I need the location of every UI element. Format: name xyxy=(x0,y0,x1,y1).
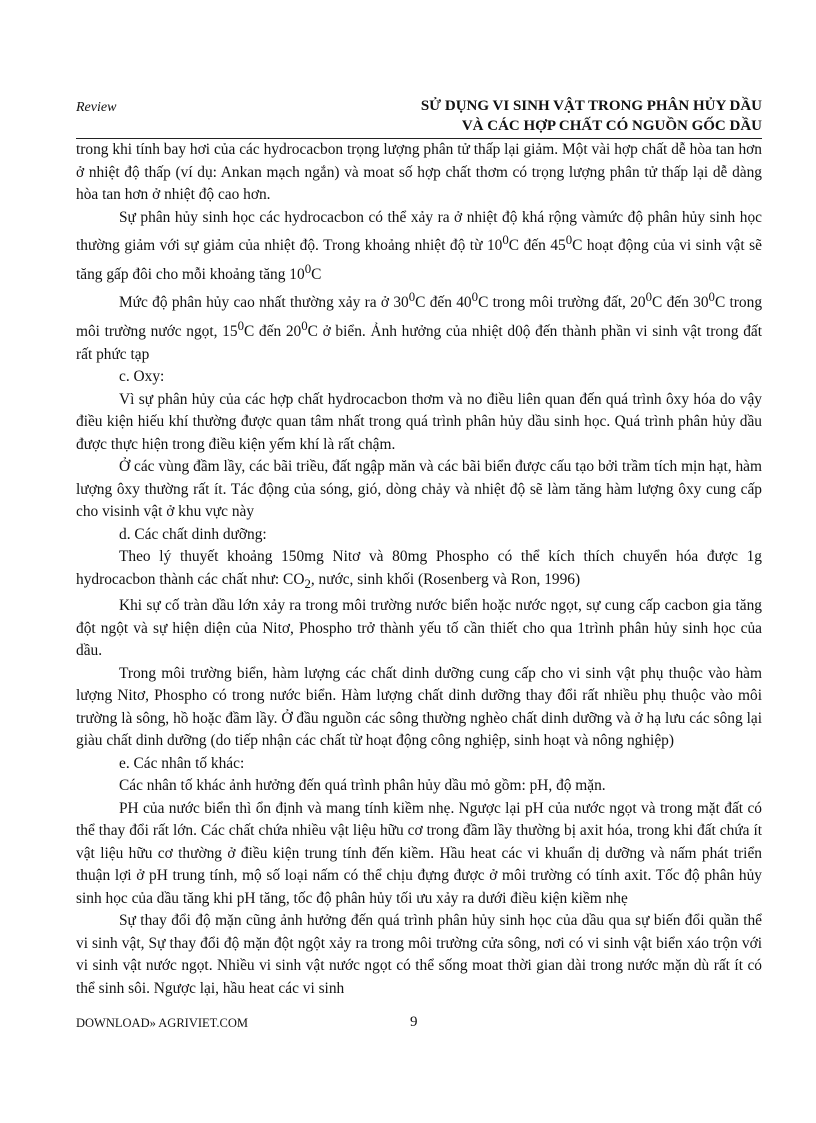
paragraph: Mức độ phân hủy cao nhất thường xảy ra ở $30^0C$ đến $40^0C$ trong môi trường đất, $20^0C$ đến $30^0C$ trong môi trường nước ngọt, $15^0C$ đến $20^0C$ ở biển. Ảnh hưởng của nhiệt d0ộ đến thành phần vi sinh vật trong đất rất phức tạp xyxy=(76,290,763,363)
paragraph: Sự phân hủy sinh học các hydrocacbon có thể xảy ra ở nhiệt độ khá rộng vàmức độ phân hủy sinh học thường giảm với sự giảm của nhiệt độ. Trong khoảng nhiệt độ từ $10^0C$ đến $45^0C$ hoạt động của vi sinh vật sẽ tăng gấp đôi cho mỗi khoảng tăng $10^0C$ xyxy=(76,208,762,283)
title-line-1: SỬ DỤNG VI SINH VẬT TRONG PHÂN HỦY DẦU xyxy=(420,98,762,114)
page-number: 9 xyxy=(410,1014,418,1030)
paragraph: Các nhân tố khác ảnh hưởng đến quá trình phân hủy dầu mỏ gồm: pH, độ mặn. xyxy=(119,777,606,795)
header-label: Review xyxy=(76,100,117,115)
paragraph: Vì sự phân hủy của các hợp chất hydrocacbon thơm và no điều liên quan đến quá trình ôxy hóa do vậy điều kiện hiếu khí thường được quan tâm nhất trong quá trình phân hủy dầu sinh học. Quá trình phân hủy dầu được thực hiện trong điều kiện yếm khí là rất chậm. xyxy=(76,390,762,453)
paragraph: PH của nước biển thì ổn định và mang tính kiềm nhẹ. Ngược lại pH của nước ngọt và trong mặt đất có thể thay đổi rất lớn. Các chất chứa nhiều vật liệu hữu cơ trong đầm lầy thường bị axit hóa, trong khi đất chứa ít vật liệu hữu cơ thường ở điều kiện trung tính đến kiềm. Hầu heat các vi khuẩn dị dưỡng và nấm phát triển thuận lợi ở pH trung tính, mộ số loại nấm có thể chịu đựng được ở môi trường có tính axit. Tốc độ phân hủy sinh học của dầu tăng khi pH tăng, tốc độ phân hủy tối ưu xảy ra dưới điều kiện kiềm nhẹ xyxy=(76,799,762,907)
page-header xyxy=(76,96,762,139)
paragraph: trong khi tính bay hơi của các hydrocacbon trọng lượng phân tử thấp lại giảm. Một vài hợp chất dễ hòa tan hơn ở nhiệt độ thấp (ví dụ: Ankan mạch ngắn) và moat số hợp chất thơm có trọng lượng phân tử thấp lại dễ dàng hòa tan hơn ở nhiệt độ cao hơn. xyxy=(76,141,762,203)
paragraph: Sự thay đổi độ mặn cũng ảnh hưởng đến quá trình phân hủy sinh học của dầu qua sự biến đổi quần thể vi sinh vật, Sự thay đổi độ mặn đột ngột xảy ra trong môi trường cửa sông, nơi có vi sinh vật biển xáo trộn với vi sinh vật nước ngọt. Nhiều vi sinh vật nước ngọt có thể sống moat thời gian dài trong nước mặn dù rất ít có thể sinh sôi. Ngược lại, hầu heat các vi sinh xyxy=(76,912,762,997)
body-text xyxy=(76,139,762,1000)
paragraph: Ở các vùng đầm lầy, các bãi triều, đất ngập măn và các bãi biển được cấu tạo bởi trầm tích mịn hạt, hàm lượng ôxy thường rất ít. Tác động của sóng, gió, dòng chảy và nhiệt độ sẽ làm tăng hàm lượng ôxy cung cấp cho visinh vật ở khu vực này xyxy=(76,458,762,520)
paragraph: Khi sự cố tràn dầu lớn xảy ra trong môi trường nước biển hoặc nước ngọt, sự cung cấp cacbon gia tăng đột ngột và sự hiện diện của Nitơ, Phospho trở thành yếu tố cần thiết cho qua 1trình phân hủy sinh học của dầu. xyxy=(76,597,762,660)
section-heading: d. Các chất dinh dưỡng: xyxy=(119,525,267,543)
title-line-2: VÀ CÁC HỢP CHẤT CÓ NGUỒN GỐC DẦU xyxy=(461,118,762,134)
paragraph: Theo lý thuyết khoảng 150mg Nitơ và 80mg Phospho có thể kích thích chuyển hóa được 1g hydrocacbon thành các chất như: $CO_2$, nước, sinh khối (Rosenberg và Ron, 1996) xyxy=(76,548,762,591)
section-heading: e. Các nhân tố khác: xyxy=(119,754,245,772)
document-title xyxy=(421,96,762,136)
section-heading: c. Oxy: xyxy=(119,368,165,385)
footer-source: DOWNLOAD» AGRIVIET.COM xyxy=(76,1016,248,1030)
paragraph: Trong môi trường biển, hàm lượng các chất dinh dưỡng cung cấp cho vi sinh vật phụ thuộc vào hàm lượng Nitơ, Phospho có trong nước biển. Hàm lượng chất dinh dưỡng thay đổi rất nhiều phụ thuộc vào môi trường là sông, hồ hoặc đầm lầy. Ở đầu nguồn các sông thường nghèo chất dinh dưỡng và ở hạ lưu các sông lại giàu chất dinh dưỡng (do tiếp nhận các chất từ hoạt động công nghiệp, sinh hoạt và nông nghiệp) xyxy=(76,664,762,750)
